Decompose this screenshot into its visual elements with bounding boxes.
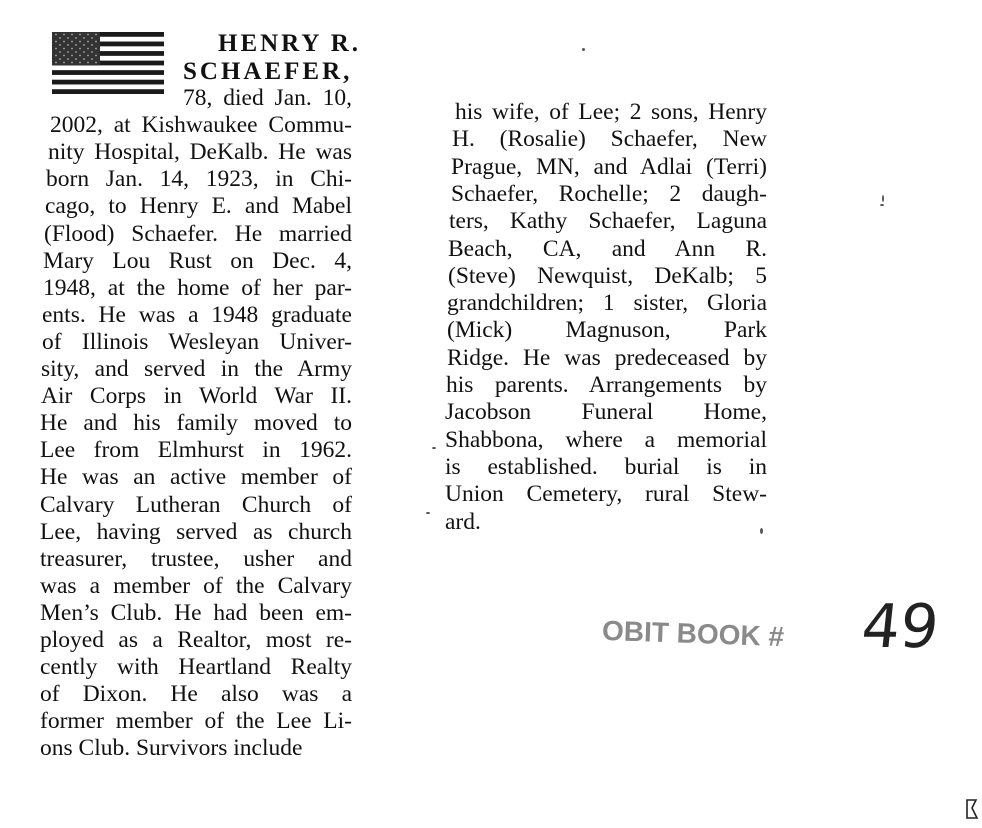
obituary-line: is established. burial is in	[445, 453, 767, 480]
scan-speck	[426, 512, 430, 514]
obituary-line: 2002, at Kishwaukee Commu-	[50, 112, 352, 139]
obit-book-stamp: OBIT BOOK #	[601, 614, 785, 653]
obituary-line: Prague, MN, and Adlai (Terri)	[451, 153, 767, 180]
obituary-line: ons Club. Survivors include	[40, 735, 303, 762]
obituary-line: Air Corps in World War II.	[41, 383, 352, 410]
obituary-line: cently with Heartland Realty	[40, 654, 352, 681]
obituary-line: of Illinois Wesleyan Univer-	[42, 328, 352, 355]
obituary-line: Ridge. He was predeceased by	[447, 344, 767, 371]
obituary-line: ters, Kathy Schaefer, Laguna	[449, 208, 767, 235]
obituary-line: Beach, CA, and Ann R.	[448, 235, 767, 262]
obituary-line: Jacobson Funeral Home,	[445, 399, 767, 426]
obituary-line: nity Hospital, DeKalb. He was	[48, 139, 352, 166]
obituary-line: He and his family moved to	[40, 410, 352, 437]
obituary-line: Mary Lou Rust on Dec. 4,	[43, 247, 352, 274]
obituary-line: Union Cemetery, rural Stew-	[445, 481, 767, 508]
obituary-line: (Mick) Magnuson, Park	[447, 317, 767, 344]
obituary-line: former member of the Lee Li-	[40, 708, 352, 735]
obituary-line: Lee, having served as church	[40, 518, 352, 545]
obituary-line: Schaefer, Rochelle; 2 daugh-	[451, 180, 767, 207]
obituary-line: was a member of the Calvary	[40, 572, 352, 599]
obituary-line: (Flood) Schaefer. He married	[44, 220, 352, 247]
obituary-line: his parents. Arrangements by	[446, 372, 767, 398]
obituary-line: Men’s Club. He had been em-	[40, 599, 352, 626]
scan-speck	[882, 195, 884, 202]
american-flag-icon	[52, 32, 164, 94]
obituary-line: cago, to Henry E. and Mabel	[45, 193, 352, 220]
obituary-line: He was an active member of	[40, 464, 352, 491]
obituary-line: sity, and served in the Army	[41, 356, 352, 382]
scan-speck	[880, 204, 884, 206]
deceased-last-name: SCHAEFER,	[183, 58, 353, 85]
scan-speck	[760, 528, 763, 534]
obituary-line: 1948, at the home of her par-	[43, 274, 352, 301]
scan-speck	[582, 48, 585, 51]
scan-speck	[432, 447, 436, 449]
obituary-line: 78, died Jan. 10,	[183, 85, 352, 111]
obituary-line: H. (Rosalie) Schaefer, New	[452, 126, 767, 153]
obituary-line: born Jan. 14, 1923, in Chi-	[46, 166, 352, 193]
obituary-line: of Dixon. He also was a	[40, 681, 352, 708]
deceased-first-name: HENRY R.	[218, 30, 362, 57]
obituary-line: Calvary Lutheran Church of	[40, 491, 352, 518]
obituary-line: his wife, of Lee; 2 sons, Henry	[455, 99, 767, 125]
obituary-line: grandchildren; 1 sister, Gloria	[447, 290, 767, 317]
obituary-line: Lee from Elmhurst in 1962.	[40, 437, 352, 464]
obituary-line: Shabbona, where a memorial	[445, 426, 767, 453]
obituary-line: (Steve) Newquist, DeKalb; 5	[448, 262, 767, 289]
obituary-line: ployed as a Realtor, most re-	[40, 627, 352, 653]
obituary-line: ard.	[445, 508, 481, 535]
obituary-line: ents. He was a 1948 graduate	[42, 301, 352, 328]
corner-mark-icon	[964, 796, 980, 822]
obit-book-number: 49	[858, 592, 943, 662]
obituary-line: treasurer, trustee, usher and	[40, 545, 352, 572]
